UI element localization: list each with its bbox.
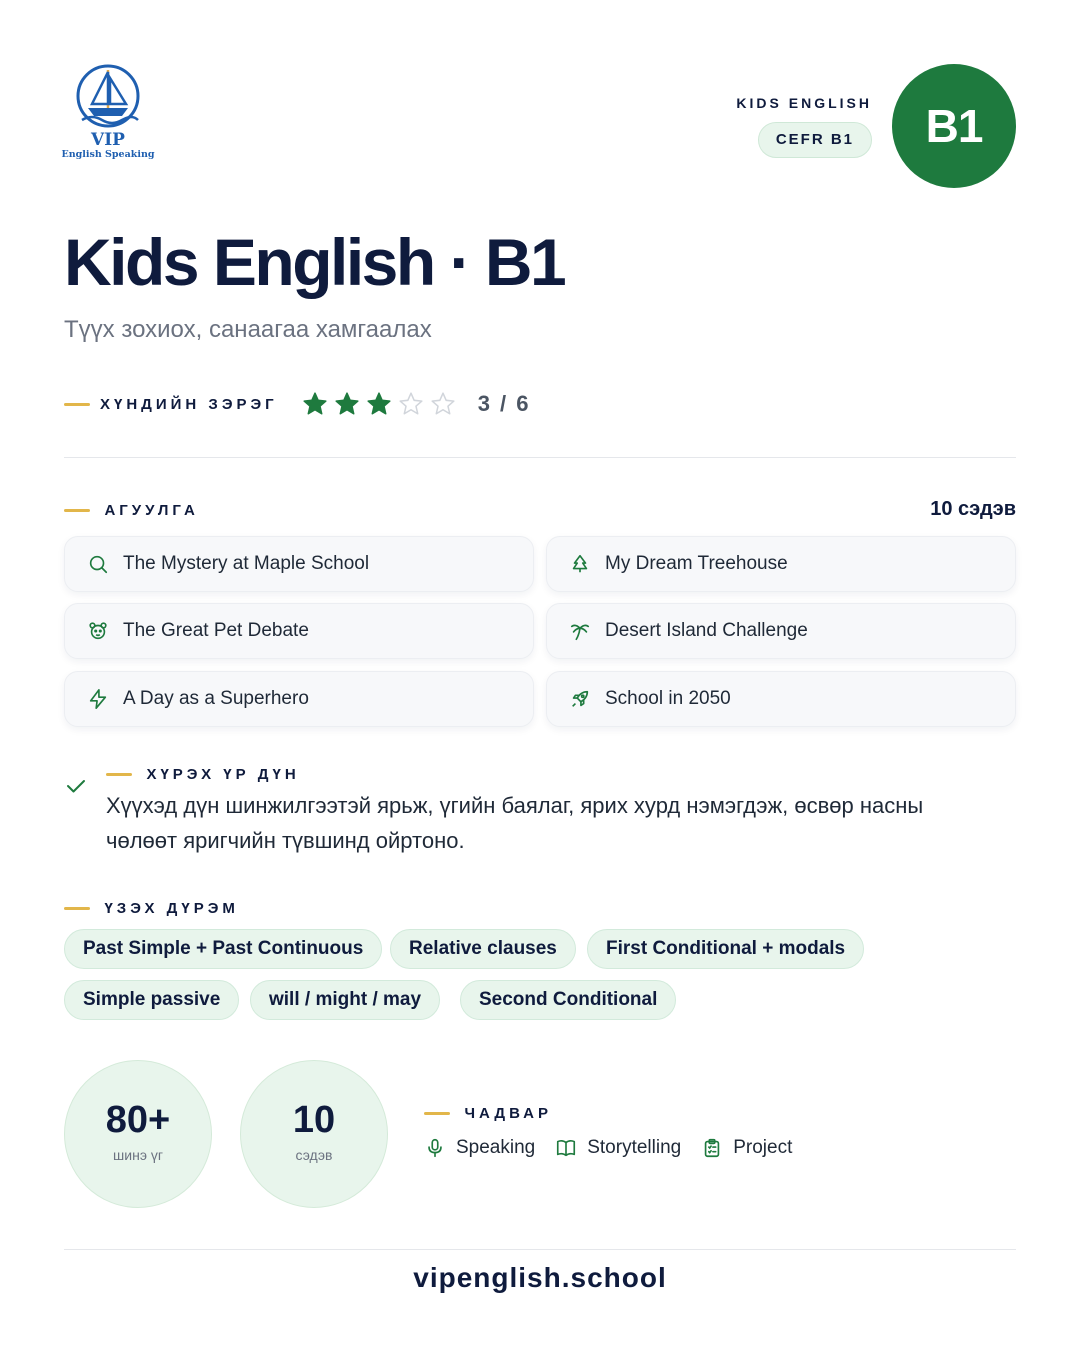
outcome-text: Хүүхэд дүн шинжилгээтэй ярьж, үгийн баялаг, ярих хурд нэмэгдэж, өсвөр насны чөлөөт яригчийн түвшинд ойртоно. <box>106 793 924 853</box>
accent-dash <box>106 773 132 776</box>
difficulty-label: ХҮНДИЙН ЗЭРЭГ <box>100 395 278 413</box>
topic-label: A Day as a Superhero <box>123 688 309 709</box>
grammar-chip: First Conditional + modals <box>587 929 864 969</box>
clipboard-icon <box>701 1137 723 1159</box>
microphone-icon <box>424 1137 446 1159</box>
skills-list <box>424 1134 812 1162</box>
star-filled-icon <box>334 391 360 417</box>
accent-dash <box>424 1112 450 1115</box>
accent-dash <box>64 907 90 910</box>
check-icon <box>64 774 88 798</box>
topic-card <box>546 671 1016 727</box>
program-label: KIDS ENGLISH <box>736 95 872 111</box>
rocket-icon <box>569 688 591 710</box>
palm-tree-icon <box>569 620 591 642</box>
footer-url[interactable]: vipenglish.school <box>413 1262 667 1293</box>
topic-label: The Mystery at Maple School <box>123 553 370 574</box>
divider <box>64 457 1016 458</box>
star-empty-icon <box>398 391 424 417</box>
topic-label: My Dream Treehouse <box>605 553 788 574</box>
grammar-chip: Relative clauses <box>390 929 576 969</box>
stat-value: 80+ <box>105 1099 171 1141</box>
difficulty-stars <box>302 391 456 417</box>
grammar-header <box>64 900 239 918</box>
stat-circle-words <box>64 1060 212 1208</box>
page-subtitle: Түүх зохиох, санаагаа хамгаалах <box>64 316 432 343</box>
outcome-label: ХҮРЭХ ҮР ДҮН <box>146 766 300 783</box>
topic-card <box>546 536 1016 592</box>
grammar-label: ҮЗЭХ ДҮРЭМ <box>104 900 239 917</box>
topic-card <box>64 536 534 592</box>
tree-icon <box>569 553 591 575</box>
stat-caption: сэдэв <box>295 1147 333 1163</box>
grammar-chip: will / might / may <box>250 980 440 1020</box>
star-filled-icon <box>302 391 328 417</box>
skills-label: ЧАДВАР <box>464 1105 552 1122</box>
lightning-icon <box>87 688 109 710</box>
accent-dash <box>64 403 90 406</box>
topic-card <box>64 671 534 727</box>
topic-count: 10 сэдэв <box>930 498 1016 520</box>
logo-tagline: English Speaking <box>61 149 155 160</box>
book-icon <box>555 1137 577 1159</box>
topic-card <box>64 603 534 659</box>
topic-label: School in 2050 <box>605 688 731 709</box>
skill-item <box>701 1137 792 1159</box>
skill-label: Project <box>733 1137 793 1158</box>
topic-label: Desert Island Challenge <box>605 620 808 641</box>
sailboat-icon <box>64 64 152 130</box>
topic-label: The Great Pet Debate <box>123 620 309 641</box>
cefr-badge: CEFR B1 <box>758 122 872 158</box>
vip-logo <box>61 64 155 164</box>
skill-item <box>424 1137 535 1159</box>
logo-name: VIP <box>91 130 125 150</box>
accent-dash <box>64 509 90 512</box>
difficulty-row <box>64 390 531 418</box>
grammar-chip: Simple passive <box>64 980 239 1020</box>
skills-header <box>424 1105 552 1123</box>
stat-value: 10 <box>292 1099 336 1141</box>
difficulty-score: 3 / 6 <box>477 391 531 416</box>
grammar-chip: Second Conditional <box>460 980 676 1020</box>
stat-circle-topics <box>240 1060 388 1208</box>
level-badge: B1 <box>892 64 1016 188</box>
star-empty-icon <box>430 391 456 417</box>
stat-caption: шинэ үг <box>113 1147 163 1163</box>
contents-header <box>64 498 1016 530</box>
skill-label: Speaking <box>456 1137 536 1158</box>
grammar-chip: Past Simple + Past Continuous <box>64 929 382 969</box>
outcome-header <box>106 766 300 784</box>
page-title: Kids English · B1 <box>64 225 565 299</box>
search-icon <box>87 553 109 575</box>
skill-item <box>555 1137 681 1159</box>
divider <box>64 1249 1016 1250</box>
contents-label: АГУУЛГА <box>104 502 199 519</box>
star-filled-icon <box>366 391 392 417</box>
pet-icon <box>87 620 109 642</box>
skill-label: Storytelling <box>587 1137 682 1158</box>
topic-card <box>546 603 1016 659</box>
